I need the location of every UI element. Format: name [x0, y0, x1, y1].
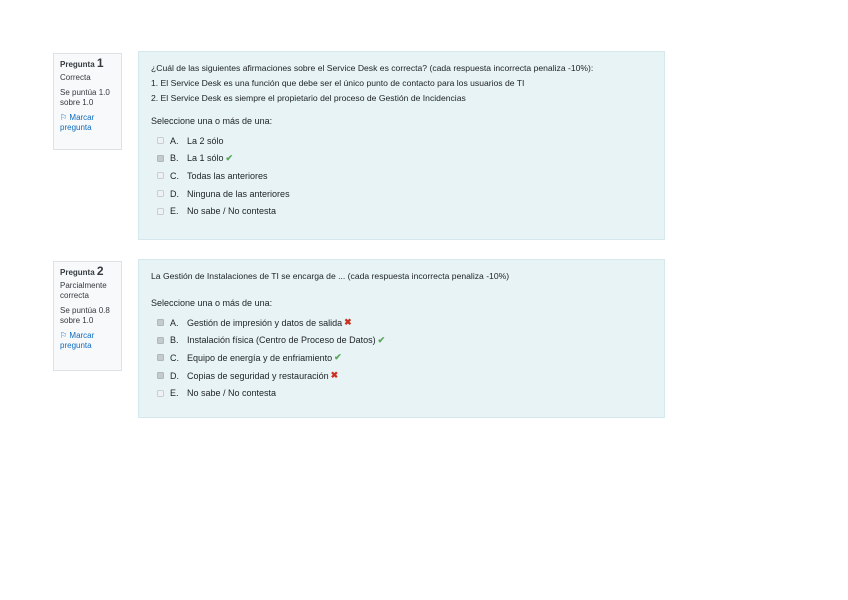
answer-option-2d[interactable] [151, 367, 664, 385]
checkbox-checked[interactable] [157, 372, 164, 379]
option-text: Gestión de impresión y datos de salida [187, 317, 343, 328]
checkbox[interactable] [157, 137, 164, 144]
question-number: 1 [96, 56, 104, 70]
option-letter: E. [170, 206, 179, 217]
option-letter: B. [170, 153, 179, 164]
checkbox[interactable] [157, 172, 164, 179]
answer-option-2b[interactable] [151, 332, 664, 350]
option-text: Ninguna de las anteriores [187, 188, 290, 199]
question-text-line: 2. El Service Desk es siempre el propietario del proceso de Gestión de Incidencias [151, 93, 466, 103]
flag-question-link[interactable] [60, 331, 121, 351]
answer-list-2 [151, 314, 664, 402]
correct-check-icon: ✔ [334, 352, 342, 363]
checkbox-checked[interactable] [157, 155, 164, 162]
question-info-1 [53, 53, 122, 150]
question-text-line: La Gestión de Instalaciones de TI se encarga de ... (cada respuesta incorrecta penaliza -10%) [151, 271, 510, 281]
option-text: No sabe / No contesta [187, 388, 277, 399]
answer-option-2c[interactable] [151, 349, 664, 367]
answer-option-1d[interactable] [151, 185, 664, 203]
option-letter: A. [170, 317, 179, 328]
option-letter: B. [170, 335, 179, 346]
incorrect-cross-icon: ✖ [344, 317, 352, 328]
checkbox[interactable] [157, 190, 164, 197]
question-grade: Se puntúa 1.0 sobre 1.0 [60, 88, 110, 107]
question-label: Pregunta [60, 268, 95, 277]
answer-option-1a[interactable] [151, 132, 664, 150]
correct-check-icon: ✔ [225, 152, 234, 163]
option-text: La 2 sólo [187, 135, 224, 146]
flag-icon: ⚐ [60, 331, 68, 340]
question-text-2 [151, 269, 664, 284]
option-letter: D. [170, 188, 179, 199]
answer-option-1b[interactable] [151, 150, 664, 168]
question-label: Pregunta [60, 60, 95, 69]
option-letter: C. [170, 352, 179, 363]
question-number-2 [60, 266, 121, 278]
option-letter: C. [170, 170, 179, 181]
checkbox[interactable] [157, 208, 164, 215]
checkbox-checked[interactable] [157, 337, 164, 344]
answer-prompt: Seleccione una o más de una: [151, 298, 273, 308]
option-text: Equipo de energía y de enfriamiento [187, 352, 333, 363]
answer-option-2a[interactable] [151, 314, 664, 332]
question-info-2 [53, 261, 122, 371]
incorrect-cross-icon: ✖ [330, 370, 339, 381]
option-text: Instalación física (Centro de Proceso de Datos) [187, 335, 376, 346]
question-text-1 [151, 61, 664, 106]
option-text: Todas las anteriores [187, 170, 268, 181]
option-letter: A. [170, 135, 179, 146]
question-content-2 [138, 259, 665, 418]
question-content-1 [138, 51, 665, 240]
correct-check-icon: ✔ [377, 334, 386, 345]
question-grade: Se puntúa 0.8 sobre 1.0 [60, 306, 110, 325]
answer-option-1e[interactable] [151, 202, 664, 220]
checkbox-checked[interactable] [157, 319, 164, 326]
option-letter: E. [170, 388, 179, 399]
answer-list-1 [151, 132, 664, 220]
question-text-line: ¿Cuál de las siguientes afirmaciones sobre el Service Desk es correcta? (cada respuesta incorrecta penaliza -10%): [151, 63, 594, 73]
checkbox[interactable] [157, 390, 164, 397]
question-state: Parcialmente correcta [60, 281, 107, 300]
answer-prompt: Seleccione una o más de una: [151, 116, 273, 126]
flag-label: Marcar pregunta [60, 113, 95, 132]
flag-question-link[interactable] [60, 113, 121, 133]
checkbox-checked[interactable] [157, 354, 164, 361]
option-letter: D. [170, 370, 179, 381]
question-number: 2 [96, 264, 104, 278]
answer-option-1c[interactable] [151, 167, 664, 185]
option-text: La 1 sólo [187, 153, 224, 164]
question-text-line: 1. El Service Desk es una función que debe ser el único punto de contacto para los usuarios de TI [151, 78, 525, 88]
option-text: Copias de seguridad y restauración [187, 370, 329, 381]
question-number-1 [60, 58, 121, 70]
question-state: Correcta [60, 73, 91, 82]
answer-option-2e[interactable] [151, 384, 664, 402]
flag-icon: ⚐ [60, 113, 68, 122]
option-text: No sabe / No contesta [187, 206, 277, 217]
flag-label: Marcar pregunta [60, 331, 95, 350]
